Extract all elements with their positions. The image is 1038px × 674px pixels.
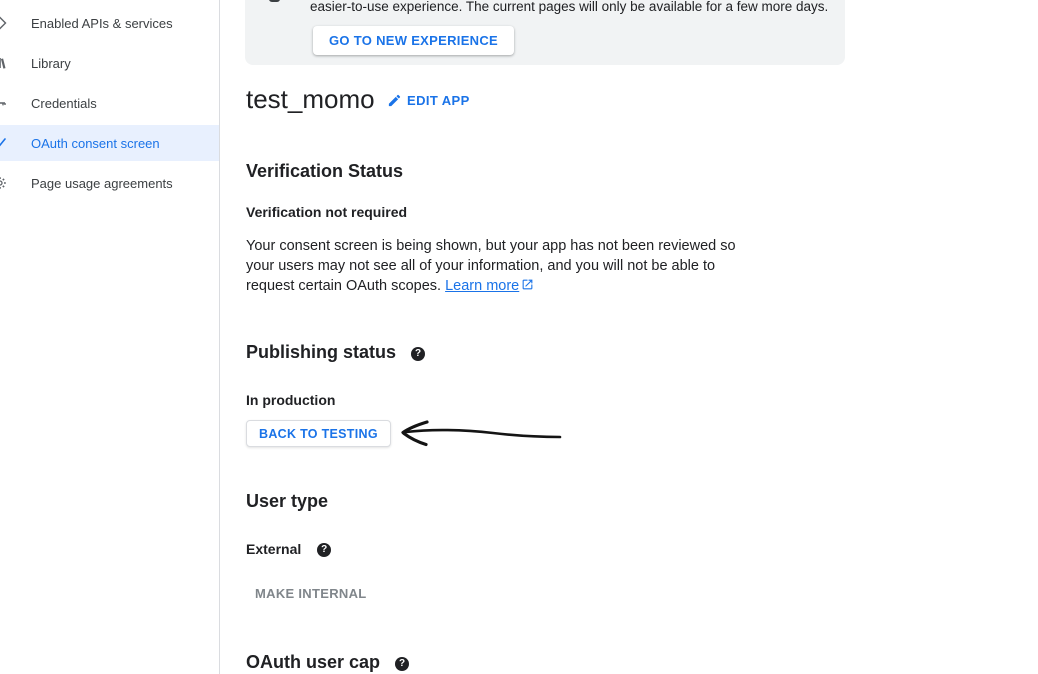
verification-body-line3 <box>246 276 776 297</box>
key-icon <box>0 96 7 110</box>
page-title: test_momo <box>246 84 375 114</box>
library-icon <box>0 56 7 70</box>
user-type-help-icon[interactable]: ? <box>317 543 331 557</box>
banner-message: easier-to-use experience. The current pages will only be available for a few more days. <box>310 0 829 14</box>
sidebar-item-label: Credentials <box>31 95 97 111</box>
lightbulb-icon <box>269 0 280 2</box>
sidebar <box>0 0 220 674</box>
edit-app-label: EDIT APP <box>407 93 470 108</box>
sidebar-item-page-usage-agreements[interactable] <box>0 165 220 201</box>
consent-icon <box>0 136 7 150</box>
verification-status-value: Verification not required <box>246 204 408 220</box>
sidebar-item-credentials[interactable] <box>0 85 220 121</box>
pencil-icon <box>387 93 402 108</box>
sidebar-item-label: Page usage agreements <box>31 175 173 191</box>
publishing-status-help-icon[interactable]: ? <box>411 347 425 361</box>
publishing-status-heading-text: Publishing status <box>246 342 397 362</box>
verification-body <box>246 236 776 297</box>
gear-icon <box>0 176 7 190</box>
sidebar-item-label: OAuth consent screen <box>31 135 160 151</box>
user-type-value <box>246 541 331 557</box>
publishing-status-heading <box>246 342 425 363</box>
user-type-value-text: External <box>246 541 302 557</box>
apis-icon <box>0 16 7 30</box>
edit-app-link[interactable] <box>387 93 470 108</box>
deprecation-banner <box>245 0 845 65</box>
back-to-testing-button[interactable]: BACK TO TESTING <box>246 420 391 447</box>
user-type-heading: User type <box>246 491 329 511</box>
sidebar-item-oauth-consent-screen[interactable] <box>0 125 220 161</box>
publishing-status-value: In production <box>246 392 336 408</box>
verification-body-line3-text: request certain OAuth scopes. <box>246 278 442 294</box>
sidebar-item-library[interactable] <box>0 45 220 81</box>
annotation-arrow <box>393 411 568 455</box>
external-link-icon[interactable] <box>521 277 534 297</box>
oauth-user-cap-heading-text: OAuth user cap <box>246 652 381 672</box>
learn-more-link[interactable]: Learn more <box>445 278 520 294</box>
verification-body-line2: your users may not see all of your information, and you will not be able to <box>246 258 716 274</box>
make-internal-button[interactable]: MAKE INTERNAL <box>255 586 367 601</box>
go-to-new-experience-button[interactable]: GO TO NEW EXPERIENCE <box>313 26 514 55</box>
sidebar-item-label: Library <box>31 55 71 71</box>
sidebar-item-label: Enabled APIs & services <box>31 15 173 31</box>
sidebar-item-enabled-apis[interactable] <box>0 5 220 41</box>
oauth-user-cap-help-icon[interactable]: ? <box>395 657 409 671</box>
verification-body-line1: Your consent screen is being shown, but your app has not been reviewed so <box>246 238 736 254</box>
verification-status-heading: Verification Status <box>246 161 404 181</box>
oauth-user-cap-heading <box>246 652 409 673</box>
